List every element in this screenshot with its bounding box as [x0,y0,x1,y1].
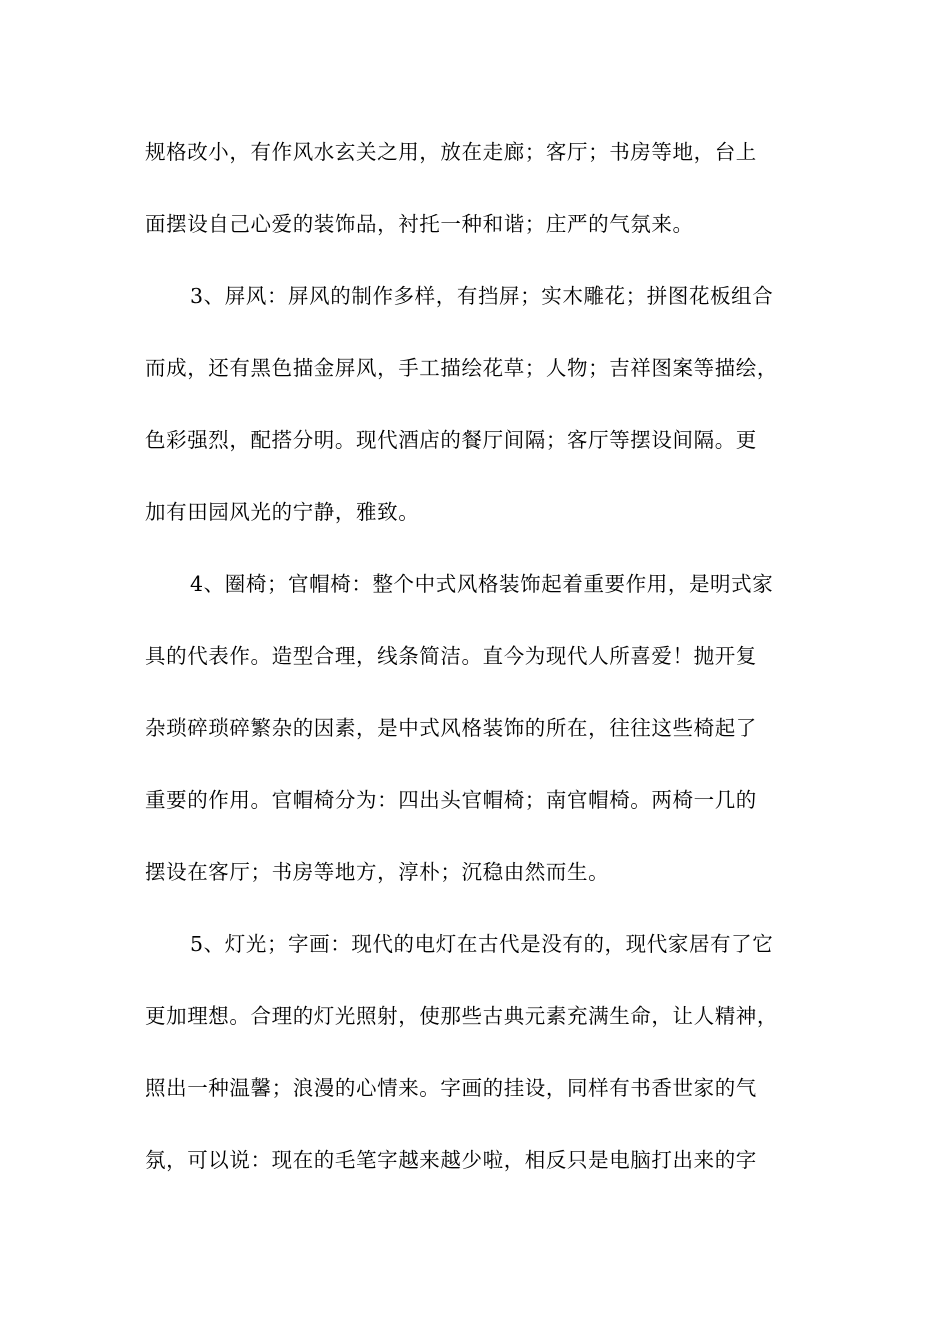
text-line: 具的代表作。造型合理，线条简洁。直今为现代人所喜爱！抛开复 [145,644,757,668]
text-line: 杂琐碎琐碎繁杂的因素，是中式风格装饰的所在，往往这些椅起了 [145,716,757,740]
paragraph-start-line: 3、屏风：屏风的制作多样，有挡屏；实木雕花；拼图花板组合 [190,284,774,308]
text-line: 加有田园风光的宁静，雅致。 [145,500,420,524]
text-line: 更加理想。合理的灯光照射，使那些古典元素充满生命，让人精神， [145,1004,778,1028]
paragraph-start-line: 5、灯光；字画：现代的电灯在古代是没有的，现代家居有了它 [190,932,774,956]
text-line: 而成，还有黑色描金屏风，手工描绘花草；人物；吉祥图案等描绘， [145,356,778,380]
text-line: 摆设在客厅；书房等地方，淳朴；沉稳由然而生。 [145,860,610,884]
text-line: 规格改小，有作风水玄关之用，放在走廊；客厅；书房等地，台上 [145,140,757,164]
text-line: 氛，可以说：现在的毛笔字越来越少啦，相反只是电脑打出来的字 [145,1148,757,1172]
paragraph-start-line: 4、圈椅；官帽椅：整个中式风格装饰起着重要作用，是明式家 [190,572,774,596]
text-line: 照出一种温馨；浪漫的心情来。字画的挂设，同样有书香世家的气 [145,1076,757,1100]
text-line: 色彩强烈，配搭分明。现代酒店的餐厅间隔；客厅等摆设间隔。更 [145,428,757,452]
text-line: 面摆设自己心爱的装饰品，衬托一种和谐；庄严的气氛来。 [145,212,694,236]
text-line: 重要的作用。官帽椅分为：四出头官帽椅；南官帽椅。两椅一几的 [145,788,757,812]
